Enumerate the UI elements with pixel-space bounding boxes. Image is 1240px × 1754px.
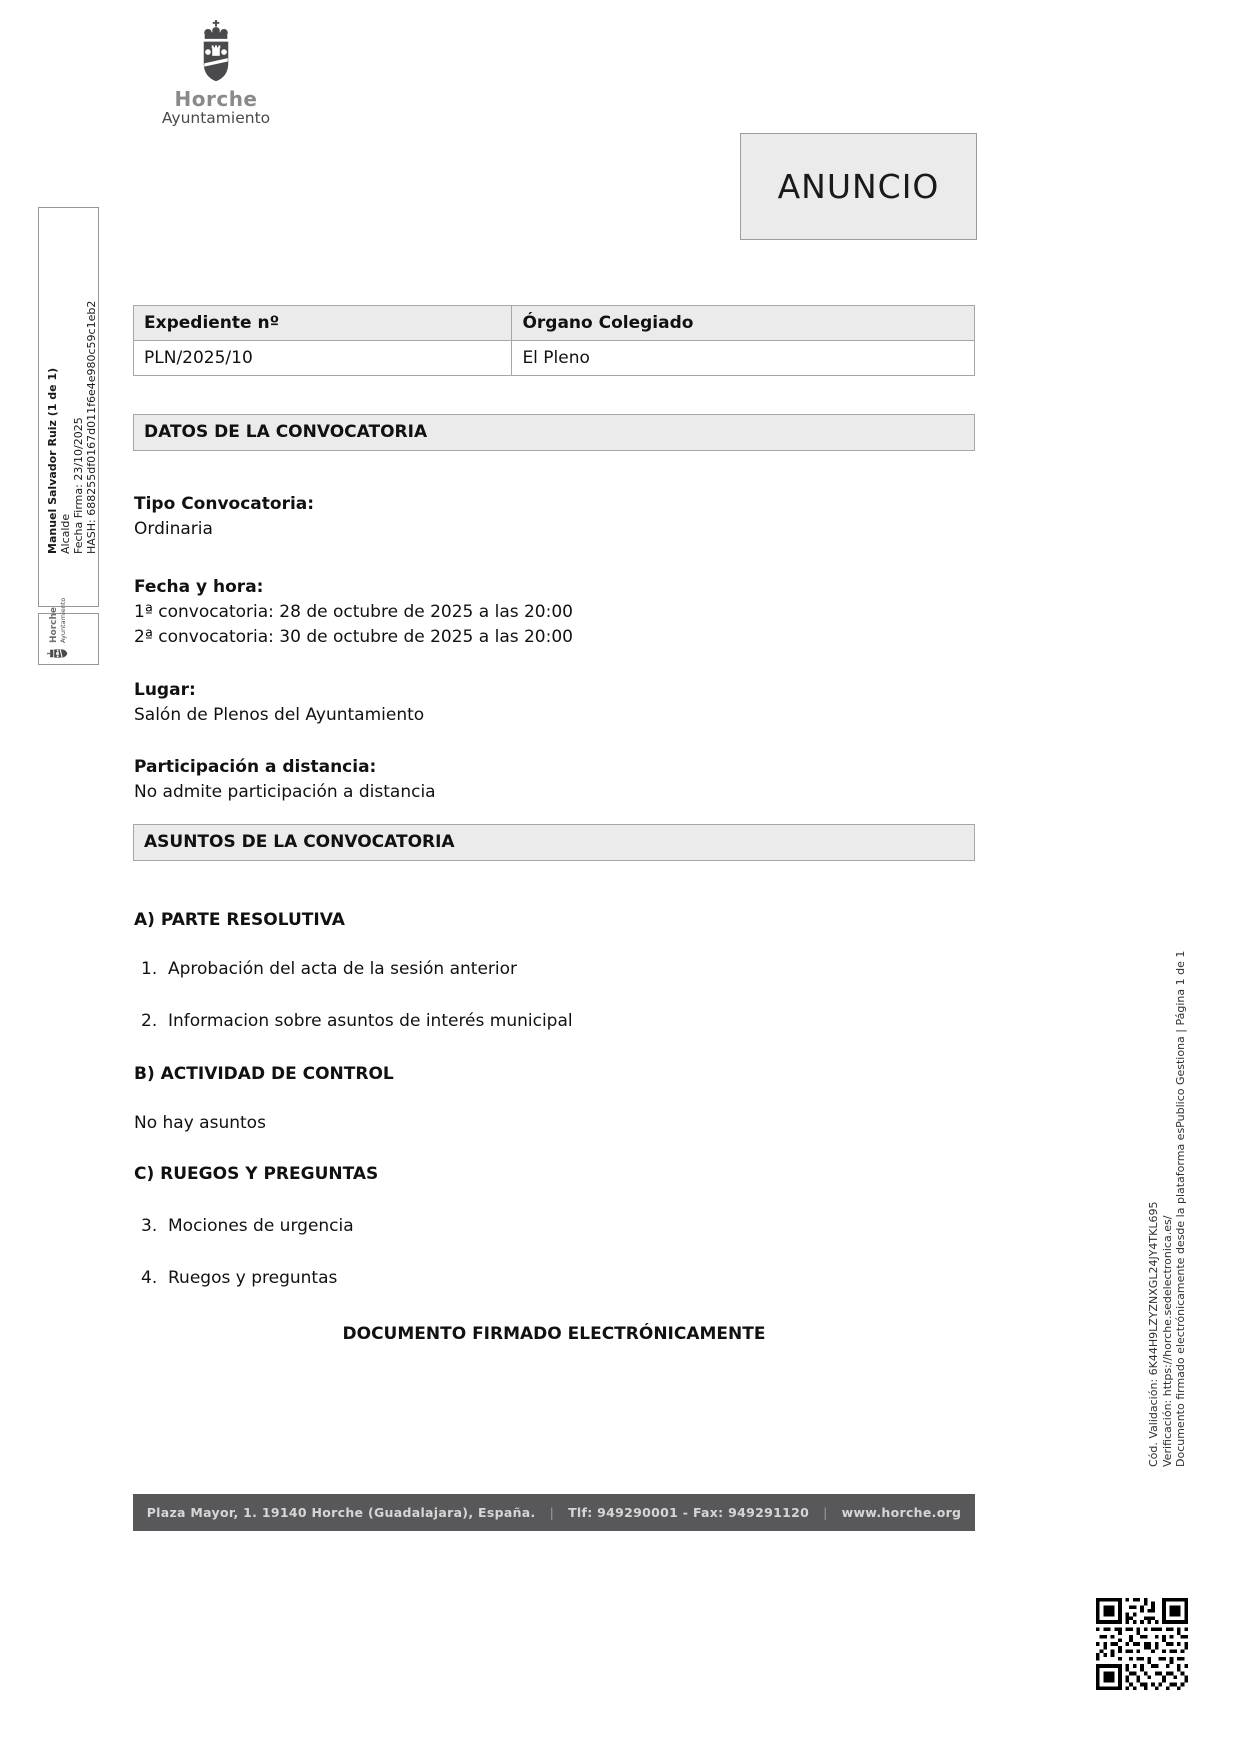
field-value: 2ª convocatoria: 30 de octubre de 2025 a las 20:00 <box>134 627 573 647</box>
signature-stamp-logo-box <box>38 597 99 665</box>
agenda-item-1 <box>141 959 517 979</box>
agenda-item-2 <box>141 1011 573 1031</box>
cell-organo: El Pleno <box>512 341 975 376</box>
field-value: Salón de Plenos del Ayuntamiento <box>134 705 425 725</box>
logo-title: Horche <box>174 87 258 111</box>
part-heading-a: A) PARTE RESOLUTIVA <box>134 910 345 930</box>
header-organo: Órgano Colegiado <box>512 306 975 341</box>
anuncio-title: ANUNCIO <box>777 167 940 206</box>
agenda-item-text: Ruegos y preguntas <box>168 1268 338 1288</box>
agenda-item-4 <box>141 1268 337 1288</box>
field-participacion <box>134 755 436 805</box>
horche-crest-icon <box>196 20 236 86</box>
part-heading-c: C) RUEGOS Y PREGUNTAS <box>134 1164 379 1184</box>
logo-subtitle: Ayuntamiento <box>161 109 271 127</box>
signature-stamp-text <box>46 218 98 596</box>
agenda-item-3 <box>141 1216 354 1236</box>
field-value: 1ª convocatoria: 28 de octubre de 2025 a las 20:00 <box>134 602 573 622</box>
section-header-datos: DATOS DE LA CONVOCATORIA <box>133 414 975 451</box>
qr-code <box>1096 1598 1188 1690</box>
signer-role: Alcalde <box>59 513 72 554</box>
cell-expediente: PLN/2025/10 <box>134 341 512 376</box>
footer-address: Plaza Mayor, 1. 19140 Horche (Guadalajara), España. <box>146 1505 536 1520</box>
validation-stamp-text <box>1147 950 1188 1467</box>
part-heading-b: B) ACTIVIDAD DE CONTROL <box>134 1064 394 1084</box>
table-header-row <box>134 306 975 341</box>
footer-separator: | <box>823 1505 828 1520</box>
field-label: Fecha y hora: <box>134 577 264 597</box>
signed-electronically-note: DOCUMENTO FIRMADO ELECTRÓNICAMENTE <box>342 1324 766 1344</box>
sign-date: Fecha Firma: 23/10/2025 <box>72 417 85 554</box>
signature-stamp-box <box>38 207 99 607</box>
field-label: Lugar: <box>134 680 196 700</box>
agenda-item-number: 4. <box>141 1268 158 1288</box>
horche-crest-icon <box>47 647 69 660</box>
footer-separator: | <box>549 1505 555 1520</box>
footer-phone: Tlf: 949290001 - Fax: 949291120 <box>568 1505 810 1520</box>
field-label: Tipo Convocatoria: <box>134 494 315 514</box>
table-row <box>134 341 975 376</box>
horche-logo <box>150 20 282 127</box>
agenda-item-text: Informacion sobre asuntos de interés municipal <box>168 1011 573 1031</box>
agenda-item-text: Aprobación del acta de la sesión anterior <box>168 959 518 979</box>
validation-code: Cód. Validación: 6K44H9LZYZNXGL24JY4TKL695 <box>1147 1201 1160 1467</box>
agenda-item-number: 1. <box>141 959 158 979</box>
field-label: Participación a distancia: <box>134 757 377 777</box>
signer-name: Manuel Salvador Ruiz (1 de 1) <box>46 367 59 554</box>
field-tipo-convocatoria <box>134 492 314 542</box>
agenda-item-number: 2. <box>141 1011 158 1031</box>
sign-hash: HASH: 688255df0167d011f6e4e980c59c1eb2 <box>85 300 98 554</box>
footer-bar <box>133 1494 975 1531</box>
platform-note: Documento firmado electrónicamente desde la plataforma esPublico Gestiona | Página 1 de 1 <box>1174 950 1187 1467</box>
header-expediente: Expediente nº <box>134 306 512 341</box>
part-b-note: No hay asuntos <box>134 1113 266 1133</box>
anuncio-banner <box>740 133 977 240</box>
mini-logo-subtitle: Ayuntamiento <box>58 597 67 643</box>
field-value: No admite participación a distancia <box>134 782 436 802</box>
agenda-item-text: Mociones de urgencia <box>168 1216 354 1236</box>
expediente-table <box>133 305 975 376</box>
field-value: Ordinaria <box>134 519 213 539</box>
footer-website: www.horche.org <box>841 1505 962 1520</box>
verification-url: Verificación: https://horche.sedelectronica.es/ <box>1160 1215 1174 1467</box>
field-fecha-hora <box>134 575 573 650</box>
section-header-asuntos: ASUNTOS DE LA CONVOCATORIA <box>133 824 975 861</box>
agenda-item-number: 3. <box>141 1216 158 1236</box>
field-lugar <box>134 678 424 728</box>
mini-logo-title: Horche <box>48 607 59 643</box>
mini-horche-logo <box>47 550 69 660</box>
